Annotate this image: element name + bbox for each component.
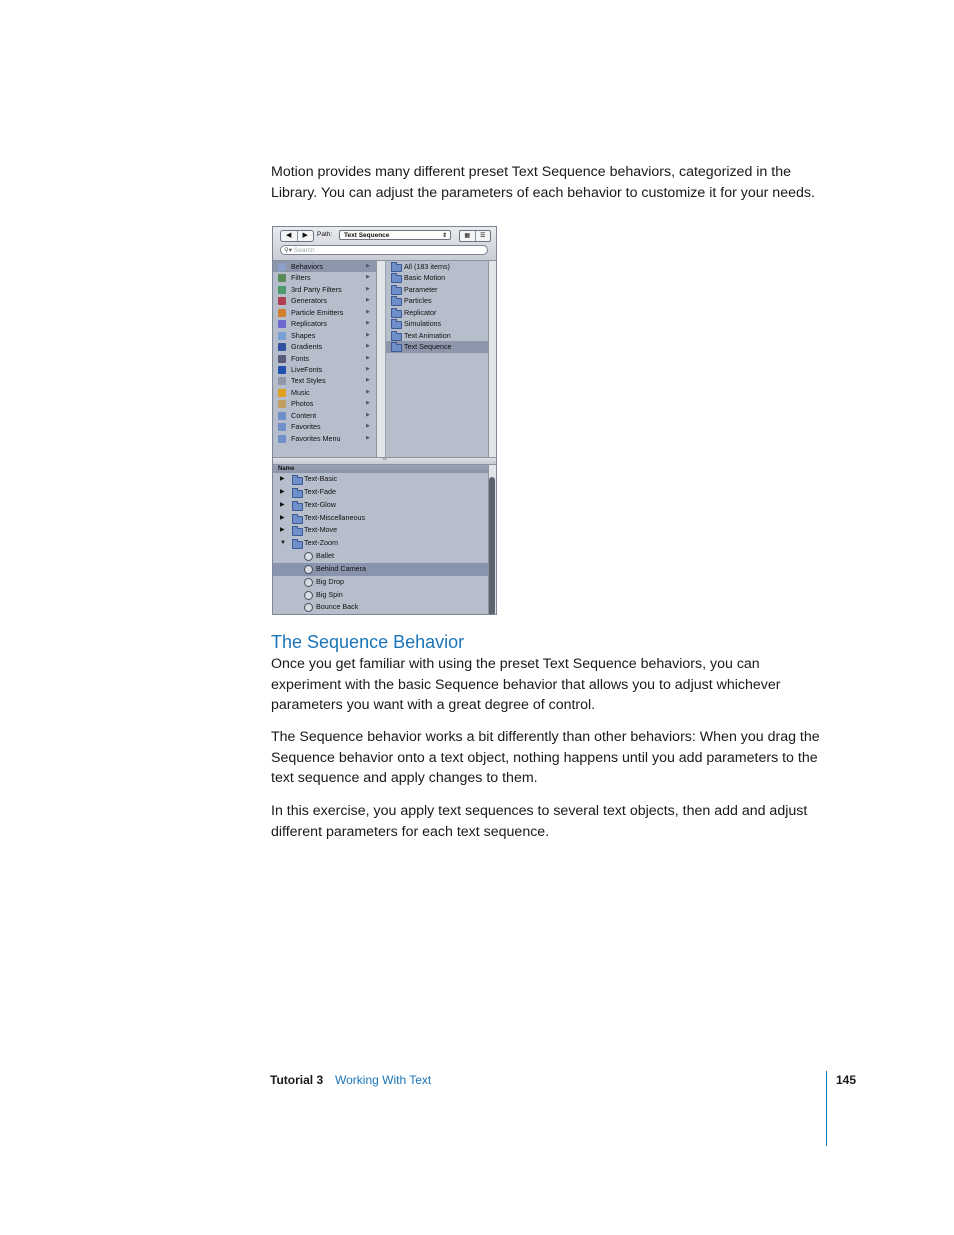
subcategory-item[interactable] [386,295,489,306]
back-arrow-icon[interactable]: ◀ [281,231,298,241]
behavior-row[interactable] [273,601,488,614]
folder-icon [292,541,303,549]
category-column [273,261,376,457]
behavior-row[interactable] [273,589,488,602]
list-view-icon[interactable]: ☰ [480,233,486,239]
body-paragraph: The Sequence behavior works a bit differently than other behaviors: When you drag the Sequence behavior onto a text object, nothing happens until you add parameters to the text sequence and apply changes to them. [271,729,820,787]
search-field[interactable] [280,245,488,255]
disclosure-closed-icon[interactable]: ▶ [280,488,285,495]
disclosure-open-icon[interactable]: ▼ [280,540,286,547]
expand-arrow-icon: ▶ [366,308,370,315]
expand-arrow-icon: ▶ [366,354,370,361]
pane-splitter[interactable] [273,457,496,465]
expand-arrow-icon: ▶ [366,331,370,338]
icon-view-icon[interactable]: ▦ [460,231,476,241]
forward-arrow-icon[interactable]: ▶ [302,232,308,239]
popup-arrows-icon: ⇕ [441,233,447,239]
category-icon [278,320,286,328]
subcategory-label: Text Animation [404,330,451,340]
library-toolbar [273,227,496,261]
expand-arrow-icon: ▶ [366,400,370,407]
folder-label: Text-Move [304,525,338,535]
folder-label: Text-Zoom [304,538,338,548]
category-icon [278,400,286,408]
footer-chapter-title: Working With Text [335,1073,432,1087]
category-label: LiveFonts [291,364,323,374]
subcategory-item[interactable] [386,341,489,352]
category-label: 3rd Party Filters [291,284,342,294]
category-icon [278,286,286,294]
category-scrollbar[interactable] [376,261,385,457]
category-item[interactable] [273,410,376,421]
behavior-gear-icon [304,591,313,600]
folder-row[interactable] [273,473,488,486]
category-label: Replicators [291,319,327,329]
folder-icon [391,333,402,341]
category-label: Shapes [291,330,316,340]
behavior-label: Big Spin [316,589,343,599]
search-placeholder: Search [294,247,315,254]
folder-row[interactable] [273,512,488,525]
subcategory-column [385,261,489,457]
category-label: Gradients [291,342,323,352]
path-popup[interactable] [339,230,451,240]
category-label: Behaviors [291,262,323,271]
category-item[interactable] [273,330,376,341]
behavior-label: Big Drop [316,576,344,586]
category-label: Music [291,387,310,397]
folder-label: Text-Glow [304,499,336,509]
category-icon [278,343,286,351]
subcategory-label: All (183 items) [404,262,450,271]
subcategory-item[interactable] [386,284,489,295]
expand-arrow-icon: ▶ [366,377,370,384]
behavior-gear-icon [304,552,313,561]
category-label: Particle Emitters [291,307,344,317]
category-icon [278,263,286,271]
category-item[interactable] [273,421,376,432]
category-icon [278,423,286,431]
category-icon [278,435,286,443]
subcategory-item[interactable] [386,330,489,341]
subcategory-label: Basic Motion [404,273,446,283]
folder-icon [391,287,402,295]
library-browser [272,226,497,615]
disclosure-closed-icon[interactable]: ▶ [280,501,285,508]
folder-icon [391,264,402,272]
category-icon [278,366,286,374]
body-paragraph: In this exercise, you apply text sequences to several text objects, then add and adjust different parameters for each text sequence. [271,803,808,840]
folder-icon [292,516,303,524]
category-label: Favorites Menu [291,433,341,443]
category-icon [278,274,286,282]
folder-icon [391,321,402,329]
category-icon [278,377,286,385]
category-label: Content [291,410,317,420]
subcategory-label: Simulations [404,319,442,329]
path-label: Path: [317,231,333,238]
folder-icon [292,490,303,498]
category-item[interactable] [273,398,376,409]
folder-icon [391,298,402,306]
body-paragraph: Once you get familiar with using the preset Text Sequence behaviors, you can experiment with the basic Sequence behavior that allows you to adjust whichever parameters you want with a great degree of control. [271,656,781,714]
folder-row[interactable] [273,524,488,537]
expand-arrow-icon: ▶ [366,411,370,418]
category-item[interactable] [273,318,376,329]
category-item[interactable] [273,272,376,283]
folder-row[interactable] [273,537,488,550]
category-icon [278,355,286,363]
category-label: Text Styles [291,376,326,386]
subcategory-item[interactable] [386,318,489,329]
category-label: Generators [291,296,327,306]
expand-arrow-icon: ▶ [366,274,370,281]
expand-arrow-icon: ▶ [366,285,370,292]
file-list [273,473,488,615]
category-label: Photos [291,399,314,409]
behavior-label: Bounce Back [316,602,359,612]
section-heading: The Sequence Behavior [271,632,465,652]
footer-divider [826,1071,827,1146]
expand-arrow-icon: ▶ [366,423,370,430]
folder-icon [292,528,303,536]
folder-row[interactable] [273,486,488,499]
category-item[interactable] [273,284,376,295]
folder-icon [391,275,402,283]
disclosure-closed-icon[interactable]: ▶ [280,514,285,521]
category-icon [278,332,286,340]
category-item[interactable] [273,364,376,375]
category-item[interactable] [273,433,376,444]
disclosure-closed-icon[interactable]: ▶ [280,476,285,482]
category-label: Favorites [291,422,321,432]
category-item[interactable] [273,375,376,386]
folder-label: Text-Fade [304,486,336,496]
folder-icon [292,503,303,511]
subcategory-item[interactable] [386,261,489,272]
category-icon [278,297,286,305]
category-icon [278,309,286,317]
folder-label: Text-Miscellaneous [304,512,366,522]
search-icon: ⚲▾ [284,247,293,254]
behavior-row[interactable] [273,576,488,589]
subcategory-item[interactable] [386,272,489,283]
path-value: Text Sequence [344,232,390,239]
category-item[interactable] [273,387,376,398]
expand-arrow-icon: ▶ [366,388,370,395]
category-item[interactable] [273,307,376,318]
behavior-label: Ballet [316,551,334,561]
expand-arrow-icon: ▶ [366,365,370,372]
expand-arrow-icon: ▶ [366,263,370,269]
category-label: Fonts [291,353,309,363]
expand-arrow-icon: ▶ [366,320,370,327]
name-column-header[interactable]: Name [273,465,488,473]
intro-paragraph: Motion provides many different preset Text Sequence behaviors, categorized in the Library. You can adjust the parameters of each behavior to customize it for your needs. [271,164,815,201]
disclosure-closed-icon[interactable]: ▶ [280,527,285,534]
behavior-gear-icon [304,603,313,612]
folder-icon [391,310,402,318]
behavior-row[interactable] [273,550,488,563]
category-item[interactable] [273,341,376,352]
scroll-thumb[interactable] [489,477,495,615]
splitter-grip-icon: ═ [382,457,387,463]
behavior-gear-icon [304,578,313,587]
expand-arrow-icon: ▶ [366,434,370,441]
folder-label: Text-Basic [304,474,338,483]
subcategory-label: Particles [404,296,432,306]
subcategory-item[interactable] [386,307,489,318]
category-icon [278,389,286,397]
expand-arrow-icon: ▶ [366,297,370,304]
behavior-gear-icon [304,565,313,574]
subcategory-label: Parameter [404,284,438,294]
folder-icon [391,344,402,352]
category-icon [278,412,286,420]
category-item[interactable] [273,261,376,272]
subcategory-scrollbar[interactable] [488,261,497,457]
category-item[interactable] [273,353,376,364]
folder-icon [292,477,303,485]
category-label: Filters [291,273,311,283]
view-mode-buttons[interactable] [459,230,491,242]
footer-chapter: Tutorial 3 [270,1073,324,1087]
page-number: 145 [836,1073,857,1087]
expand-arrow-icon: ▶ [366,343,370,350]
behavior-row[interactable] [273,563,488,576]
subcategory-label: Replicator [404,307,437,317]
subcategory-label: Text Sequence [404,342,452,352]
back-forward-buttons[interactable] [280,230,314,242]
folder-row[interactable] [273,499,488,512]
category-item[interactable] [273,295,376,306]
behavior-label: Behind Camera [316,563,366,573]
